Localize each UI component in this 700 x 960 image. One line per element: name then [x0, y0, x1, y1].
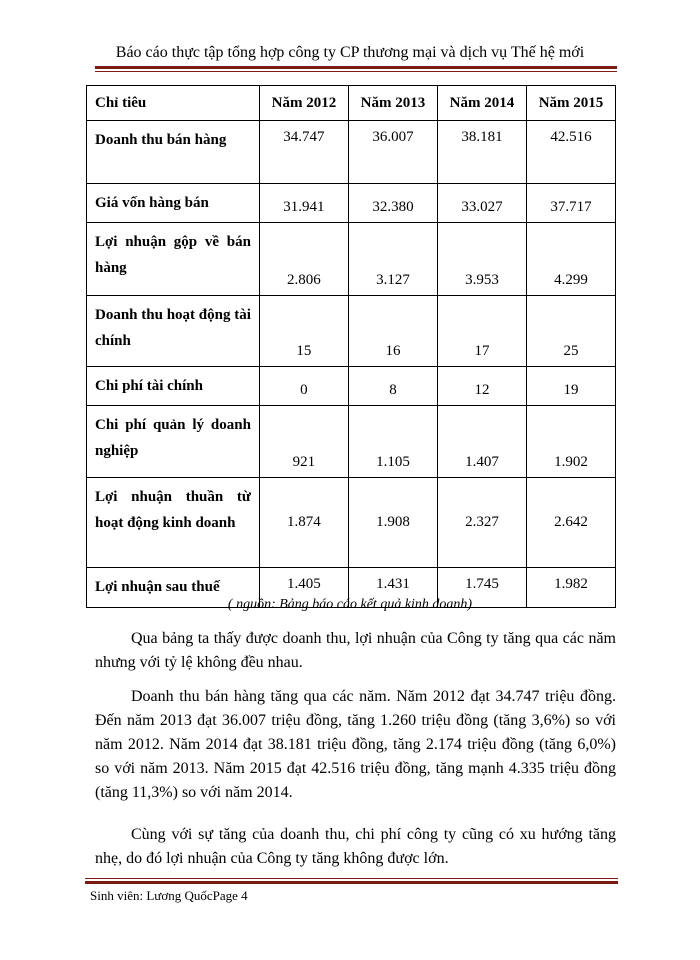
body-paragraph: Qua bảng ta thấy được doanh thu, lợi nhuận của Công ty tăng qua các năm nhưng với tỷ lệ không đều nhau.: [95, 630, 616, 671]
table-header-row: [87, 86, 616, 121]
row-label: Chi phí tài chính: [87, 367, 260, 406]
column-header: Năm 2015: [526, 86, 615, 121]
row-label: Doanh thu bán hàng: [87, 121, 260, 184]
table-cell: 3.953: [437, 223, 526, 296]
table-row: [87, 367, 616, 406]
footer-rule: [85, 881, 618, 884]
table-cell: 1.431: [348, 568, 437, 608]
row-label: Chi phí quản lý doanh nghiệp: [87, 406, 260, 478]
footer-rule-thin: [85, 878, 618, 879]
body-paragraph: Cùng với sự tăng của doanh thu, chi phí công ty cũng có xu hướng tăng nhẹ, do đó lợi nhuận của Công ty tăng không được lớn.: [95, 826, 616, 867]
table-cell: 38.181: [437, 121, 526, 184]
header-rule-thin: [95, 71, 617, 72]
table-cell: 1.874: [259, 478, 348, 568]
table-cell: 31.941: [259, 184, 348, 223]
table-cell: 1.405: [259, 568, 348, 608]
table-row: [87, 406, 616, 478]
table-row: [87, 296, 616, 367]
table-row: [87, 478, 616, 568]
column-header: Chỉ tiêu: [87, 86, 260, 121]
table-cell: 2.642: [526, 478, 615, 568]
page-header-title: Báo cáo thực tập tổng hợp công ty CP thương mại và dịch vụ Thế hệ mới: [115, 44, 585, 61]
table-cell: 36.007: [348, 121, 437, 184]
table-cell: 17: [437, 296, 526, 367]
table-row: [87, 121, 616, 184]
table-cell: 12: [437, 367, 526, 406]
table-source-caption: ( nguồn: Bảng báo cáo kết quả kinh doanh): [227, 597, 473, 612]
body-paragraph: Doanh thu bán hàng tăng qua các năm. Năm 2012 đạt 34.747 triệu đồng. Đến năm 2013 đạt 36.007 triệu đồng, tăng 1.260 triệu đồng (tăng 3,6%) so với năm 2012. Năm 2014 đạt 38.181 triệu đồng, tăng 2.174 triệu đồng (tăng 6,0%) so với năm 2013. Năm 2015 đạt 42.516 triệu đồng, tăng mạnh 4.335 triệu đồng (tăng 11,3%) so với năm 2014.: [95, 688, 616, 801]
table-cell: 0: [259, 367, 348, 406]
row-label: Lợi nhuận thuần từ hoạt động kinh doanh: [87, 478, 260, 568]
table-cell: 16: [348, 296, 437, 367]
row-label: Doanh thu hoạt động tài chính: [87, 296, 260, 367]
table-cell: 921: [259, 406, 348, 478]
table-row: [87, 184, 616, 223]
table-cell: 2.327: [437, 478, 526, 568]
table-row: [87, 223, 616, 296]
table-cell: 15: [259, 296, 348, 367]
table-cell: 1.407: [437, 406, 526, 478]
table-cell: 1.982: [526, 568, 615, 608]
table-cell: 1.105: [348, 406, 437, 478]
table-cell: 8: [348, 367, 437, 406]
table-cell: 1.902: [526, 406, 615, 478]
table-cell: 42.516: [526, 121, 615, 184]
table-cell: 1.745: [437, 568, 526, 608]
row-label: Giá vốn hàng bán: [87, 184, 260, 223]
column-header: Năm 2013: [348, 86, 437, 121]
table-cell: 1.908: [348, 478, 437, 568]
table-cell: 2.806: [259, 223, 348, 296]
table-cell: 3.127: [348, 223, 437, 296]
table-cell: 34.747: [259, 121, 348, 184]
column-header: Năm 2014: [437, 86, 526, 121]
table-cell: 4.299: [526, 223, 615, 296]
table-cell: 37.717: [526, 184, 615, 223]
page-footer: Sinh viên: Lương QuốcPage 4: [90, 888, 248, 903]
table-cell: 32.380: [348, 184, 437, 223]
header-rule: [95, 66, 617, 69]
table-cell: 25: [526, 296, 615, 367]
row-label: Lợi nhuận sau thuế: [87, 568, 260, 608]
row-label: Lợi nhuận gộp về bán hàng: [87, 223, 260, 296]
table-cell: 19: [526, 367, 615, 406]
table-cell: 33.027: [437, 184, 526, 223]
financial-table: [86, 85, 616, 608]
column-header: Năm 2012: [259, 86, 348, 121]
